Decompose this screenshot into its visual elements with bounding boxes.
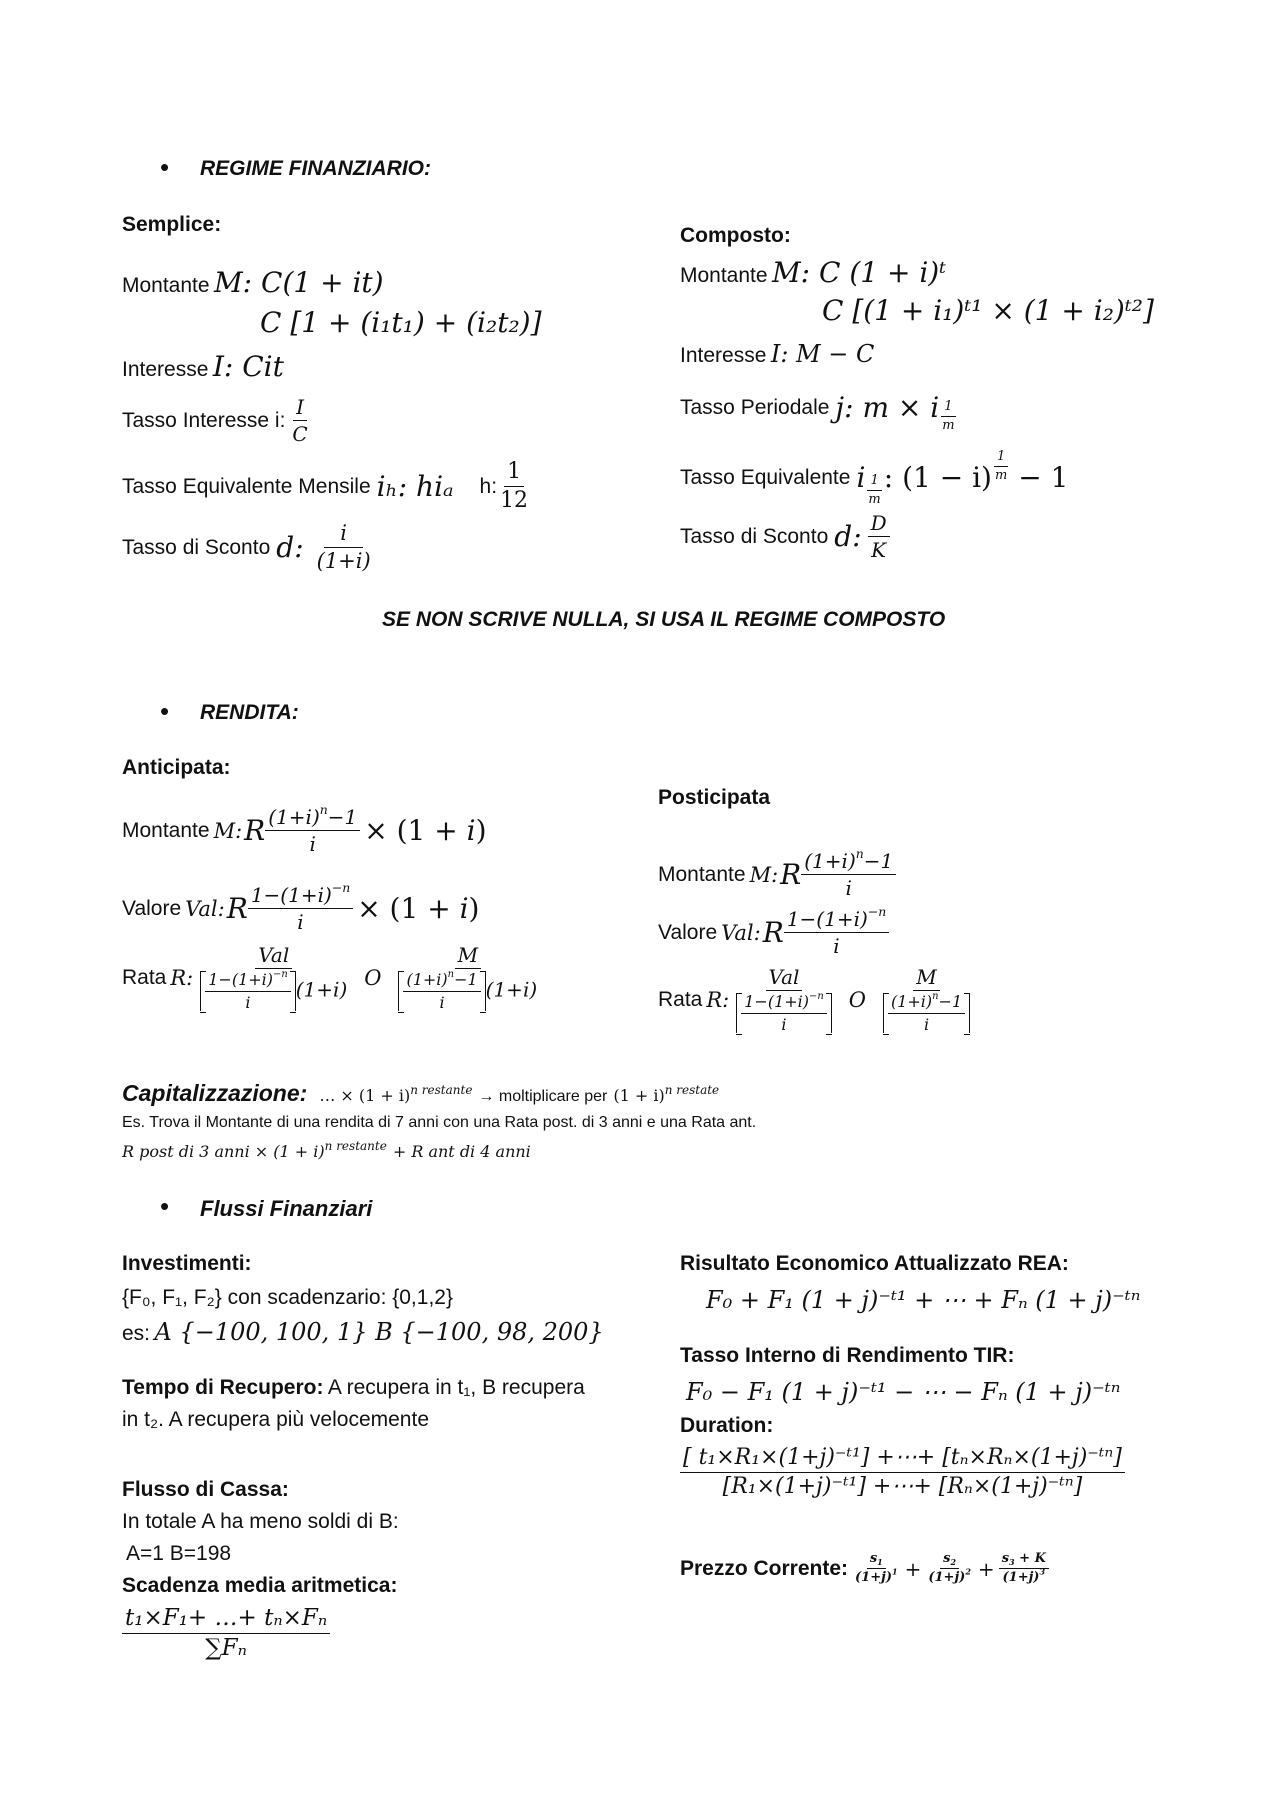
prezzo-title: Prezzo Corrente: <box>680 1556 849 1580</box>
posticipata-valore-fraction: $\frac{1-(1+i)^{-n}}{i}$ <box>784 908 889 957</box>
anticipata-title: Anticipata: <box>122 756 231 779</box>
investimenti-line-1: {F₀, F₁, F₂} con scadenzario: {0,1,2} <box>122 1286 453 1309</box>
investimenti-title: Investimenti: <box>122 1252 252 1275</box>
anticipata-valore: Valore Val: R $\frac{1-(1+i)^{-n}}{i}$ × (1 + i) <box>122 880 480 934</box>
posticipata-title: Posticipata <box>658 786 771 809</box>
posticipata-valore: Valore Val: R $\frac{1-(1+i)^{-n}}{i}$ <box>658 908 889 957</box>
semplice-sconto <box>122 522 374 573</box>
semplice-equiv-formula: iₕ: hiₐ <box>376 470 454 504</box>
capitalizzazione-formula: … × (1 + i) <box>319 1086 411 1105</box>
semplice-montante-label: Montante <box>122 274 210 297</box>
composto-equiv-minus: − 1 <box>1018 461 1069 495</box>
capitalizzazione-formula-2: (1 + i) <box>613 1086 665 1105</box>
anticipata-valore-label: Valore <box>122 896 182 920</box>
semplice-interesse <box>122 350 284 383</box>
cassa-text-2: A=1 B=198 <box>126 1542 232 1565</box>
semplice-sconto-label: Tasso di Sconto <box>122 535 271 559</box>
semplice-sconto-fraction <box>314 522 374 573</box>
recupero-title: Tempo di Recupero: <box>122 1376 324 1399</box>
composto-title: Composto: <box>680 224 791 247</box>
section-heading-rendita: RENDITA: <box>200 701 299 724</box>
prezzo-term-1: $\frac{s_1}{(1+j)^1}$ <box>855 1551 898 1586</box>
composto-periodale-label: Tasso Periodale <box>680 395 830 419</box>
fraction-denominator: C <box>292 422 308 446</box>
fraction-denominator: K <box>871 538 887 562</box>
composto-montante-label: Montante <box>680 264 768 287</box>
capitalizzazione-text: → moltiplicare per <box>478 1088 608 1105</box>
semplice-tasso-label: Tasso Interesse i: <box>122 408 286 432</box>
fraction-denominator: (1+i) <box>316 549 371 574</box>
rea-formula: F₀ + F₁ (1 + j)⁻ᵗ¹ + ⋯ + Fₙ (1 + j)⁻ᵗⁿ <box>706 1286 1141 1314</box>
bullet: • <box>160 152 170 182</box>
composto-equiv-exponent <box>992 450 1010 484</box>
fraction-denominator: m <box>868 492 881 508</box>
posticipata-rata: Rata R: $\frac{\text{Val}}{\frac{1-(1+i)^{-n}}{i}}$ O $\frac{M}{\frac{(1+i)^n-1}{i}}$ <box>658 966 973 1033</box>
fraction-numerator: 1 <box>504 460 524 487</box>
semplice-montante <box>122 266 384 299</box>
composto-periodale-formula: j: m × i <box>835 391 940 425</box>
investimenti-line-2 <box>122 1318 604 1346</box>
composto-equiv-rest: : (1 − i) <box>883 461 992 495</box>
semplice-interesse-label: Interesse <box>122 358 209 381</box>
composto-periodale <box>680 382 958 434</box>
anticipata-montante-fraction: $\frac{(1+i)^n-1}{i}$ <box>265 806 360 855</box>
anticipata-rata-fraction-2: M $\frac{(1+i)^n-1}{i}$ (1+i) <box>395 944 540 1011</box>
semplice-equiv-label: Tasso Equivalente Mensile <box>122 474 371 498</box>
composto-interesse-formula: I: M − C <box>770 340 875 368</box>
anticipata-montante: Montante M: R $\frac{(1+i)^n-1}{i}$ × (1 + i) <box>122 802 487 856</box>
anticipata-rata-fraction-1: Val $\frac{1-(1+i)^{-n}}{i}$ (1+i) <box>197 944 350 1011</box>
posticipata-rata-fraction-2: $\frac{M}{\frac{(1+i)^n-1}{i}}$ <box>880 966 973 1033</box>
posticipata-montante-label: Montante <box>658 862 746 886</box>
composto-montante <box>680 256 946 289</box>
fraction-denominator: ∑Fₙ <box>205 1635 247 1662</box>
anticipata-rata-label: Rata <box>122 965 167 989</box>
example-formula-2: + R ant di 4 anni <box>392 1142 531 1161</box>
composto-sconto-fraction <box>868 512 890 561</box>
fraction-denominator: m <box>942 418 955 434</box>
fraction-denominator: 12 <box>500 488 529 514</box>
anticipata-rata: Rata R: Val $\frac{1-(1+i)^{-n}}{i}$ (1+i) O M $\frac{(1+i)^n-1}{i}$ (1+i) <box>122 944 540 1011</box>
scadenza-fraction <box>122 1606 330 1662</box>
capitalizzazione-exp: n restante <box>410 1083 473 1097</box>
recupero <box>122 1376 585 1400</box>
posticipata-montante: Montante M: R $\frac{(1+i)^n-1}{i}$ <box>658 850 896 899</box>
capitalizzazione-example-formula <box>122 1139 531 1161</box>
cassa-title: Flusso di Cassa: <box>122 1478 289 1501</box>
rata-or: O <box>364 965 382 990</box>
composto-equivalente <box>680 448 1068 508</box>
semplice-montante-formula-2: C [1 + (i₁t₁) + (i₂t₂)] <box>260 306 542 339</box>
posticipata-valore-label: Valore <box>658 920 718 944</box>
prezzo-term-3: $\frac{s_3 + K}{(1+j)^3}$ <box>999 1552 1049 1586</box>
section-heading-flussi: Flussi Finanziari <box>200 1196 373 1221</box>
composto-interesse-label: Interesse <box>680 344 767 367</box>
recupero-text-2: in t₂. A recupera più velocemente <box>122 1408 430 1431</box>
composto-montante-formula: M: C (1 + i)ᵗ <box>772 256 947 289</box>
composto-sconto-formula: d: <box>834 520 862 553</box>
capitalizzazione <box>122 1080 719 1107</box>
investimenti-formula: A {−100, 100, 1} B {−100, 98, 200} <box>154 1318 604 1346</box>
posticipata-rata-fraction-1: $\frac{\text{Val}}{\frac{1-(1+i)^{-n}}{i}}$ <box>733 966 834 1033</box>
prezzo-corrente: Prezzo Corrente: $\frac{s_1}{(1+j)^1}$ + $\frac{s_2}{(1+j)^2}$ + $\frac{s_3 + K}{(1+j)^3}$ <box>680 1552 1049 1586</box>
fraction-numerator: I <box>293 396 307 421</box>
fraction-numerator: 1 <box>941 400 955 417</box>
investimenti-es: es: <box>122 1322 151 1345</box>
capitalizzazione-exp-2: n restate <box>664 1083 720 1097</box>
bullet: • <box>160 1191 170 1221</box>
scadenza-title: Scadenza media aritmetica: <box>122 1574 398 1597</box>
semplice-title: Semplice: <box>122 213 222 236</box>
fraction-numerator: 1 <box>994 450 1008 467</box>
fraction-numerator: t₁×F₁+ …+ tₙ×Fₙ <box>122 1606 330 1634</box>
duration-fraction <box>680 1446 1125 1499</box>
tir-formula: F₀ − F₁ (1 + j)⁻ᵗ¹ − ⋯ − Fₙ (1 + j)⁻ᵗⁿ <box>686 1378 1121 1406</box>
composto-interesse <box>680 340 874 368</box>
composto-periodale-subscript <box>939 400 957 434</box>
composto-montante-formula-2: C [(1 + i₁)ᵗ¹ × (1 + i₂)ᵗ²] <box>822 294 1154 327</box>
semplice-montante-formula: M: C(1 + it) <box>214 266 384 299</box>
posticipata-montante-fraction: $\frac{(1+i)^n-1}{i}$ <box>801 850 896 899</box>
anticipata-montante-label: Montante <box>122 818 210 842</box>
rata-or: O <box>848 987 866 1012</box>
fraction-denominator: [R₁×(1+j)⁻ᵗ¹] +⋯+ [Rₙ×(1+j)⁻ᵗⁿ] <box>722 1474 1083 1500</box>
bullet: • <box>160 696 170 726</box>
fraction-numerator: i <box>324 522 363 548</box>
prezzo-term-2: $\frac{s_2}{(1+j)^2}$ <box>928 1551 971 1586</box>
section-heading-regime: REGIME FINANZIARIO: <box>200 157 431 180</box>
semplice-equiv-fraction <box>497 460 531 513</box>
semplice-tasso <box>122 396 311 445</box>
cassa-text-1: In totale A ha meno soldi di B: <box>122 1510 399 1533</box>
semplice-tasso-fraction <box>289 396 310 445</box>
semplice-equivalente <box>122 460 531 513</box>
composto-equiv-subscript <box>865 474 883 508</box>
anticipata-valore-fraction: $\frac{1-(1+i)^{-n}}{i}$ <box>248 884 353 933</box>
tir-title: Tasso Interno di Rendimento TIR: <box>680 1344 1015 1367</box>
composto-sconto <box>680 512 890 561</box>
regime-note: SE NON SCRIVE NULLA, SI USA IL REGIME COMPOSTO <box>382 608 946 631</box>
fraction-numerator: [ t₁×R₁×(1+j)⁻ᵗ¹] +⋯+ [tₙ×Rₙ×(1+j)⁻ᵗⁿ] <box>680 1446 1125 1473</box>
fraction-numerator: 1 <box>867 474 881 491</box>
capitalizzazione-label: Capitalizzazione: <box>122 1080 308 1106</box>
composto-equiv-i: i <box>856 461 866 495</box>
duration-title: Duration: <box>680 1414 774 1437</box>
semplice-interesse-formula: I: Cit <box>212 350 284 383</box>
semplice-equiv-h: h: <box>479 474 498 498</box>
composto-sconto-label: Tasso di Sconto <box>680 524 829 548</box>
composto-equiv-label: Tasso Equivalente <box>680 465 851 489</box>
semplice-sconto-formula: d: <box>276 531 304 565</box>
example-formula: R post di 3 anni × (1 + i) <box>122 1142 325 1161</box>
capitalizzazione-example: Es. Trova il Montante di una rendita di 7 anni con una Rata post. di 3 anni e una Rata ant. <box>122 1114 757 1131</box>
posticipata-rata-label: Rata <box>658 987 703 1011</box>
example-exp: n restante <box>324 1139 387 1153</box>
fraction-denominator: m <box>994 468 1008 484</box>
fraction-numerator: D <box>868 512 890 537</box>
rea-title: Risultato Economico Attualizzato REA: <box>680 1252 1069 1275</box>
recupero-text-1: A recupera in t₁, B recupera <box>327 1376 585 1399</box>
